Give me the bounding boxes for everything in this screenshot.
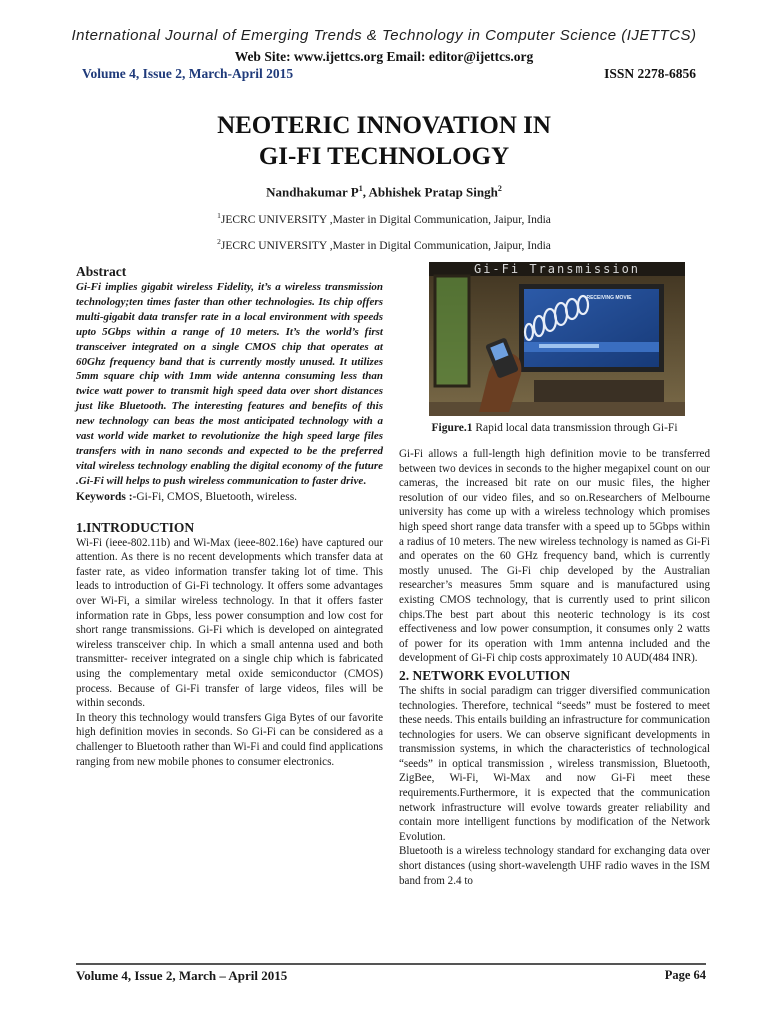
author-2-sup: 2 <box>497 184 502 193</box>
network-evolution-heading: 2. NETWORK EVOLUTION <box>399 667 571 683</box>
abstract-heading: Abstract <box>76 264 127 279</box>
keywords-text: Gi-Fi, CMOS, Bluetooth, wireless. <box>136 490 298 503</box>
author-1: Nandhakumar P <box>266 184 359 200</box>
title-line-2: GI-FI TECHNOLOGY <box>258 143 510 170</box>
figure-gifi-transmission <box>429 262 685 416</box>
figure-illustration <box>429 262 685 416</box>
affiliation-1 <box>0 211 768 226</box>
abstract-text: Gi-Fi implies gigabit wireless Fidelity, it’s a wireless transmission technology;ten times faster than other technologies. Its chip offers multi-gigabit data transfer rate in a local environment with speeds upto 5Gbps within a range of 10 meters. It’s the world’s first transceiver integrated on a single CMOS chip that operates at 60Ghz frequency band that is currently mostly unused. It utilizes 5mm square chip with 1mm wide antenna consuming less than twice watt power to transmit high speed data over short distances just like Bluetooth. The interesting features and benefits of this new technology can beas the most anticipated technology with a vast world wide market to revolutionize the high speed large files transfers with in nano seconds and expected to be the preferred vital wireless technology enabling the digital economy of the future .Gi-Fi will helps to push wireless communication to faster drive <box>76 281 383 487</box>
intro-heading: 1.INTRODUCTION <box>76 519 195 535</box>
journal-website: Web Site: www.ijettcs.org Email: editor@ijettcs.org <box>234 49 534 64</box>
author-2: Abhishek Pratap Singh <box>368 184 498 200</box>
volume-info: Volume 4, Issue 2, March-April 2015 <box>82 66 294 81</box>
affiliation-1-sup: 1 <box>217 211 221 220</box>
issn: ISSN 2278-6856 <box>604 66 696 81</box>
intro-paragraph-2: In theory this technology would transfers Giga Bytes of our favorite high definition movies in seconds. So Gi-Fi can be considered as a challenger to Bluetooth rather than Wi-Fi and could find applications ranging from new mobile phones to consumer electronics. <box>76 711 383 768</box>
affiliation-1-text: JECRC UNIVERSITY ,Master in Digital Communication, Jaipur, India <box>220 213 551 226</box>
figure-screen-text: RECEIVING MOVIE <box>586 295 632 301</box>
figure-banner: Gi-Fi Transmission <box>473 262 641 276</box>
author-1-sup: 1 <box>358 184 363 193</box>
bluetooth-paragraph: Bluetooth is a wireless technology standard for exchanging data over short distances (using short-wavelength UHF radio waves in the ISM band from 2.4 to <box>399 845 710 887</box>
keywords <box>76 490 383 505</box>
author-separator: , <box>362 184 369 200</box>
footer-volume: Volume 4, Issue 2, March – April 2015 <box>76 968 288 983</box>
figure-caption-text: Rapid local data transmission through Gi-Fi <box>472 422 678 434</box>
figure-label: Figure.1 <box>431 422 473 434</box>
paper-title <box>0 110 768 172</box>
title-line-1: NEOTERIC INNOVATION IN <box>217 112 551 139</box>
authors <box>0 184 768 200</box>
page-number: Page 64 <box>664 968 706 982</box>
right-column <box>399 262 710 888</box>
abstract-end: . <box>363 474 366 487</box>
affiliation-2 <box>0 237 768 252</box>
figure-caption <box>399 422 710 434</box>
abstract-body <box>76 280 383 489</box>
affiliation-2-text: JECRC UNIVERSITY ,Master in Digital Communication, Jaipur, India <box>220 239 551 252</box>
journal-name: International Journal of Emerging Trends & Technology in Computer Science (IJETTCS) <box>71 27 697 44</box>
intro-paragraph-1: Wi-Fi (ieee-802.11b) and Wi-Max (ieee-802.16e) have captured our attention. As there is no recent developments which transfer data at faster rate, as video information transfer taking lot of time. This leads to introduction of Gi-Fi technology. It offers some advantages over Wi-Fi, a similar wireless technology. In that it offers faster information rate in Gbps, less power consumption and low cost for short range transmissions. Gi-Fi which is developed on aintegrated wireless transceiver chip. In which a small antenna used and both transmitter- receiver integrated on a single chip which is fabricated using the complementary metal oxide semiconductor (CMOS) process. Because of Gi-Fi transfer of large videos, files will be within seconds. <box>76 536 383 710</box>
footer-divider <box>76 963 706 965</box>
network-evolution-paragraph: The shifts in social paradigm can trigger diversified communication technologies. Therefore, technical “seeds” must be fostered to meet these needs. This entails building an infrastructure for communication technologies for users. We can observe significant developments in transmission systems, in which the characteristics of technological “seeds” in optical transmission , wireless transmission, Bluetooth, ZigBee, Wi-Fi, Wi-Max and now Gi-Fi meet these requirements.Furthermore, it is expected that the communication network infrastructure will evolve towards greater reliability and contain more intelligent functions by modification of the Network Evolution. <box>399 684 710 843</box>
keywords-label: Keywords :- <box>76 490 137 503</box>
right-paragraph-1: Gi-Fi allows a full-length high definition movie to be transferred between two devices in seconds to the higher megapixel count on our cameras, the increased bit rate on our music files, the higher resolution of our video files, and so on.Researchers of Melbourne university has come up with a wireless technology which promises high speed short range data transfer with a speed up to 5Gbps within a radius of 10 meters. The new wireless technology is named as Gi-Fi and operates on the 60 GHz frequency band, which is currently mostly unused. The Gi-Fi chip developed by the Australian researcher’s measures 5mm square and is manufactured using existing CMOS technology, that is currently used to print silicon chips.The best part about this neoteric technology is its cost effectiveness and low power consumption, it consumes only 2 watts of power for its operation with 1mm antenna included and the development of Gi-Fi chip costs approximately 10 AUD(484 INR). <box>399 448 710 665</box>
left-column <box>76 263 383 769</box>
affiliation-2-sup: 2 <box>217 237 221 246</box>
